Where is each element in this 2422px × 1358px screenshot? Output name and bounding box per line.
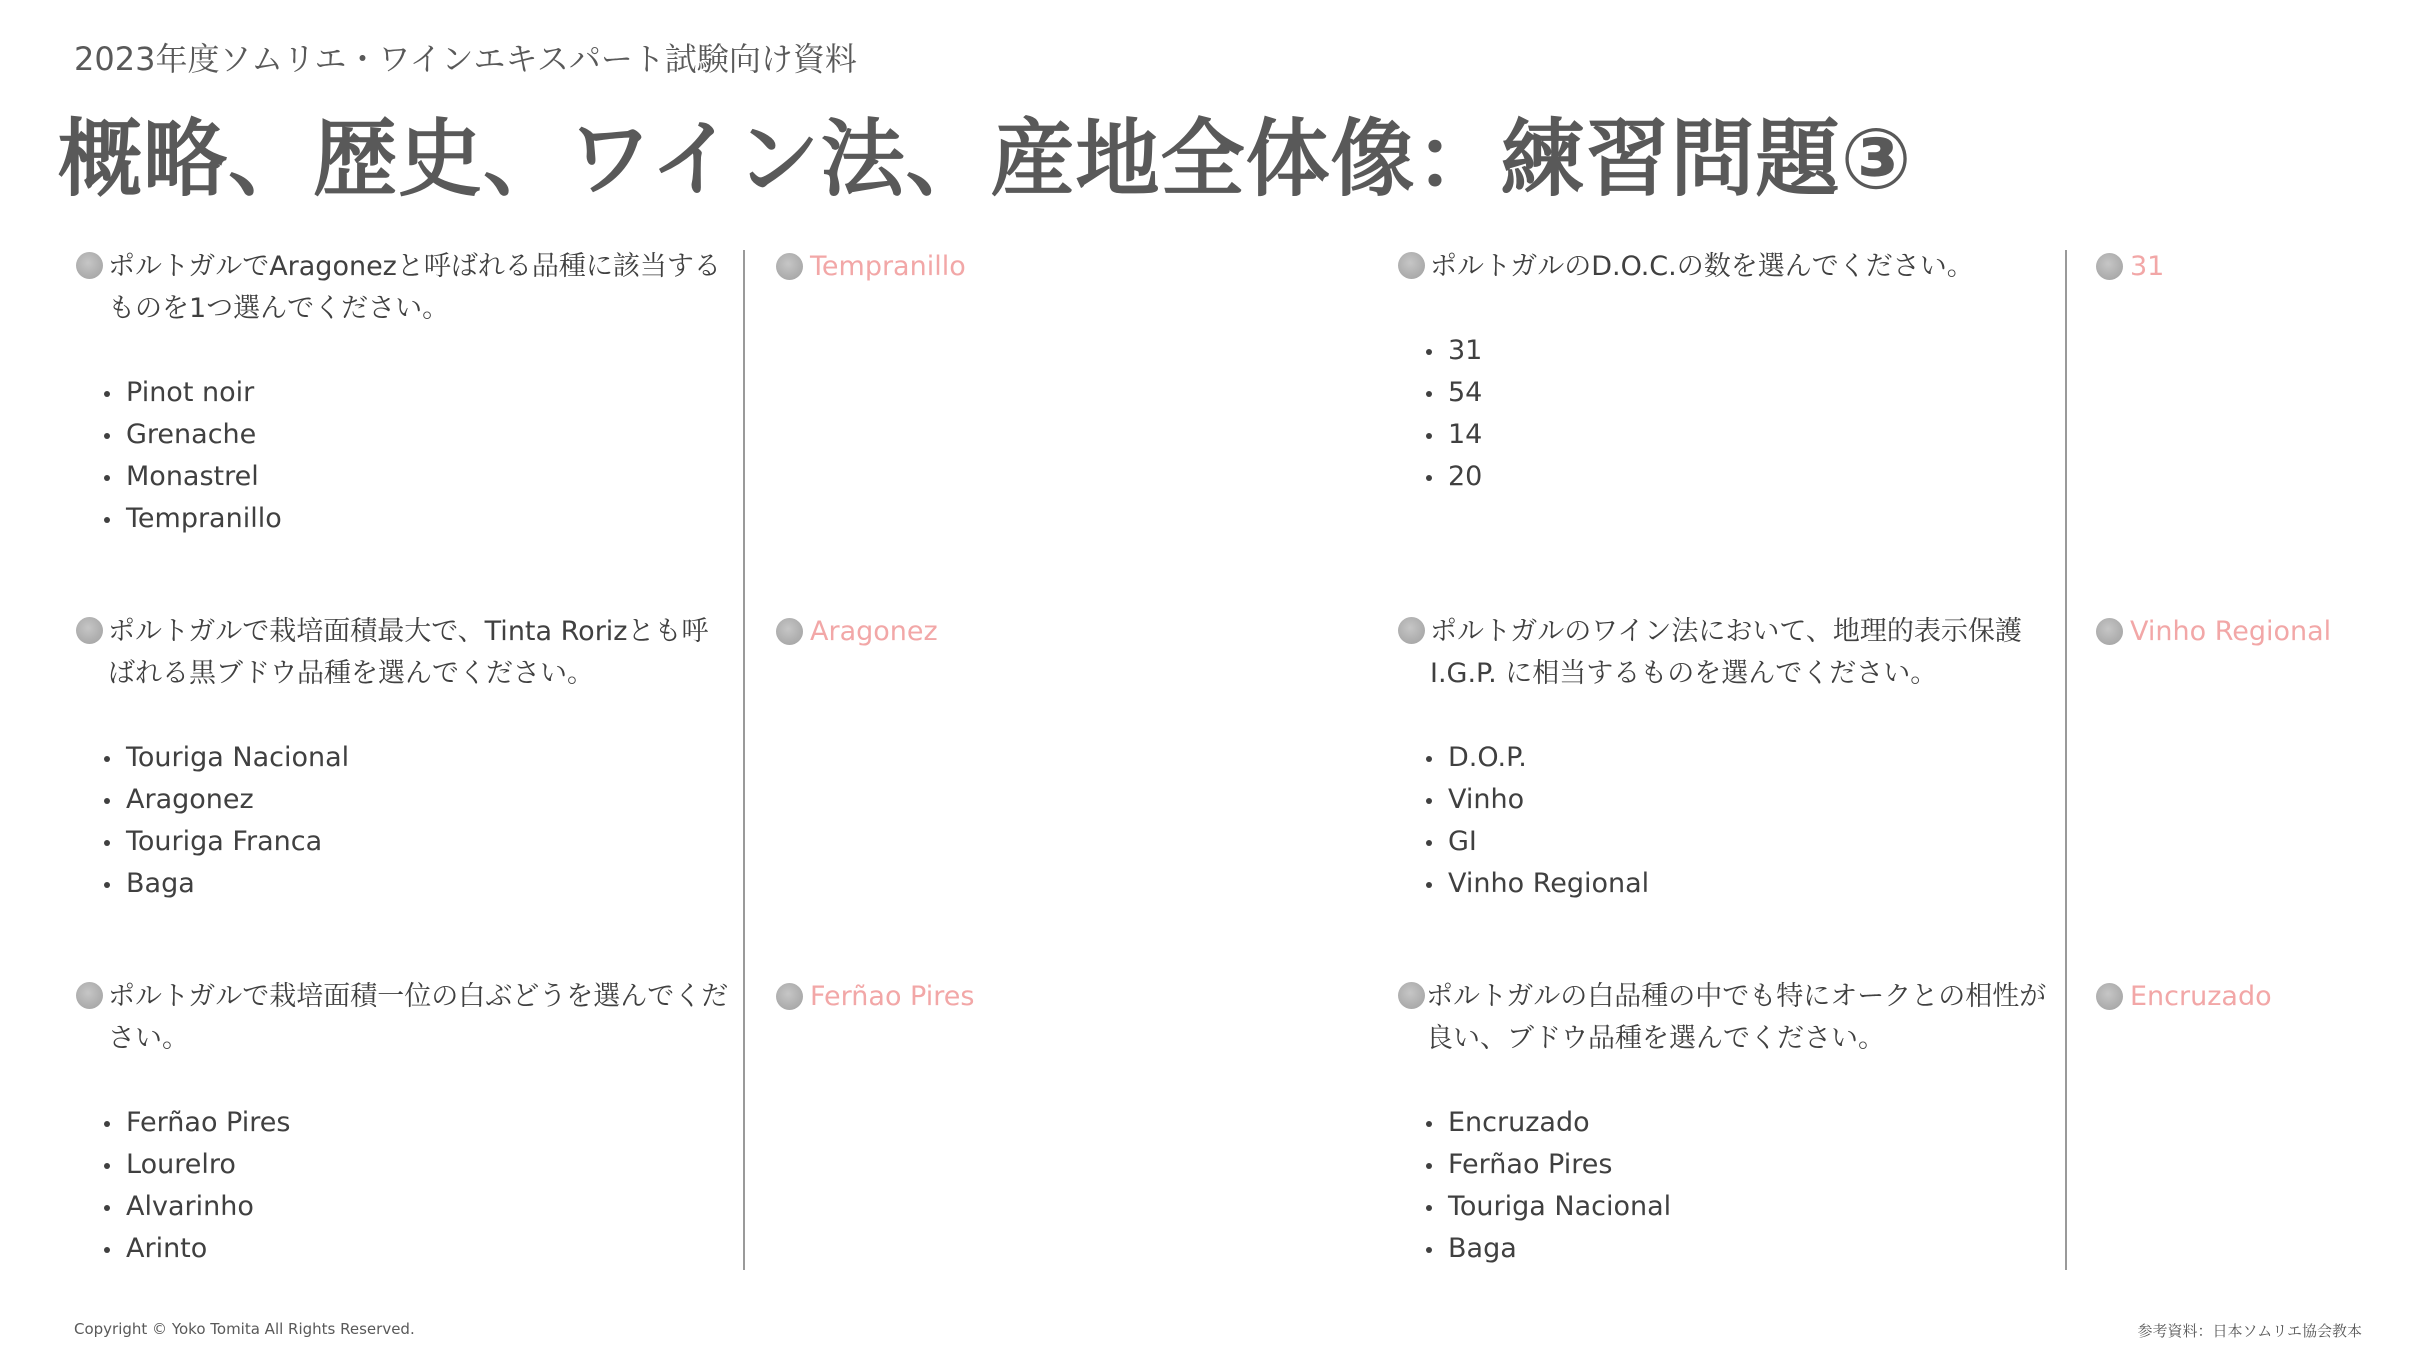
option-item: Pinot noir bbox=[104, 372, 726, 414]
option-item: GI bbox=[1426, 821, 2038, 863]
option-item: 31 bbox=[1426, 330, 2058, 372]
question-text: ポルトガルでAragonezと呼ばれる品種に該当するものを1つ選んでください。 bbox=[108, 251, 721, 324]
slide-title: 概略、歴史、ワイン法、産地全体像：練習問題③ bbox=[58, 110, 1913, 208]
question-1 bbox=[76, 246, 726, 540]
copyright-notice: Copyright © Yoko Tomita All Rights Reserved. bbox=[74, 1320, 415, 1338]
answer-bullet-icon bbox=[776, 253, 803, 280]
question-text: ポルトガルのワイン法において、地理的表示保護I.G.P. に相当するものを選んでください。 bbox=[1430, 616, 2022, 689]
option-item: D.O.P. bbox=[1426, 737, 2038, 779]
option-list bbox=[76, 737, 726, 905]
option-item: Touriga Franca bbox=[104, 821, 726, 863]
option-item: Baga bbox=[104, 863, 726, 905]
answer-bullet-icon bbox=[776, 983, 803, 1010]
question-bullet-icon bbox=[76, 617, 103, 644]
option-item: Touriga Nacional bbox=[104, 737, 726, 779]
reference-note: 参考資料：日本ソムリエ協会教本 bbox=[2137, 1322, 2362, 1340]
answer-text: Vinho Regional bbox=[2130, 616, 2332, 647]
question-3 bbox=[76, 976, 741, 1270]
answer-bullet-icon bbox=[2096, 983, 2123, 1010]
question-text: ポルトガルのD.O.C.の数を選んでください。 bbox=[1430, 251, 1974, 282]
answer-text: Aragonez bbox=[810, 616, 938, 647]
column-divider-right bbox=[2065, 250, 2067, 1270]
option-item: 54 bbox=[1426, 372, 2058, 414]
answer-1 bbox=[776, 246, 966, 288]
answer-6 bbox=[2096, 976, 2272, 1018]
question-bullet-icon bbox=[1398, 617, 1425, 644]
answer-text: Tempranillo bbox=[810, 251, 966, 282]
option-item: Touriga Nacional bbox=[1426, 1186, 2060, 1228]
option-item: Alvarinho bbox=[104, 1186, 741, 1228]
question-4 bbox=[1398, 246, 2058, 498]
answer-text: Ferñao Pires bbox=[810, 981, 975, 1012]
option-list bbox=[1398, 737, 2038, 905]
option-item: Encruzado bbox=[1426, 1102, 2060, 1144]
option-item: Ferñao Pires bbox=[104, 1102, 741, 1144]
question-bullet-icon bbox=[76, 982, 103, 1009]
option-item: Grenache bbox=[104, 414, 726, 456]
question-text: ポルトガルで栽培面積一位の白ぶどうを選んでください。 bbox=[108, 981, 729, 1054]
answer-4 bbox=[2096, 246, 2164, 288]
option-list bbox=[76, 1102, 741, 1270]
question-text: ポルトガルで栽培面積最大で、Tinta Rorizとも呼ばれる黒ブドウ品種を選んでください。 bbox=[108, 616, 709, 689]
option-item: Lourelro bbox=[104, 1144, 741, 1186]
answer-2 bbox=[776, 611, 938, 653]
answer-bullet-icon bbox=[2096, 253, 2123, 280]
question-6 bbox=[1398, 976, 2060, 1270]
slide-subtitle: 2023年度ソムリエ・ワインエキスパート試験向け資料 bbox=[74, 40, 857, 78]
option-item: Vinho Regional bbox=[1426, 863, 2038, 905]
answer-3 bbox=[776, 976, 974, 1018]
option-item: Aragonez bbox=[104, 779, 726, 821]
option-item: Arinto bbox=[104, 1228, 741, 1270]
question-2 bbox=[76, 611, 726, 905]
option-list bbox=[1398, 1102, 2060, 1270]
answer-text: Encruzado bbox=[2130, 981, 2272, 1012]
option-item: Vinho bbox=[1426, 779, 2038, 821]
option-item: Tempranillo bbox=[104, 498, 726, 540]
option-list bbox=[1398, 330, 2058, 498]
option-item: Ferñao Pires bbox=[1426, 1144, 2060, 1186]
option-item: 20 bbox=[1426, 456, 2058, 498]
answer-text: 31 bbox=[2130, 251, 2165, 282]
answer-bullet-icon bbox=[776, 618, 803, 645]
option-item: 14 bbox=[1426, 414, 2058, 456]
column-divider-left bbox=[743, 250, 745, 1270]
option-list bbox=[76, 372, 726, 540]
option-item: Baga bbox=[1426, 1228, 2060, 1270]
question-5 bbox=[1398, 611, 2038, 905]
question-bullet-icon bbox=[1398, 982, 1425, 1009]
question-bullet-icon bbox=[1398, 252, 1425, 279]
option-item: Monastrel bbox=[104, 456, 726, 498]
question-text: ポルトガルの白品種の中でも特にオークとの相性が良い、ブドウ品種を選んでください。 bbox=[1426, 981, 2047, 1054]
answer-5 bbox=[2096, 611, 2331, 653]
question-bullet-icon bbox=[76, 252, 103, 279]
answer-bullet-icon bbox=[2096, 618, 2123, 645]
